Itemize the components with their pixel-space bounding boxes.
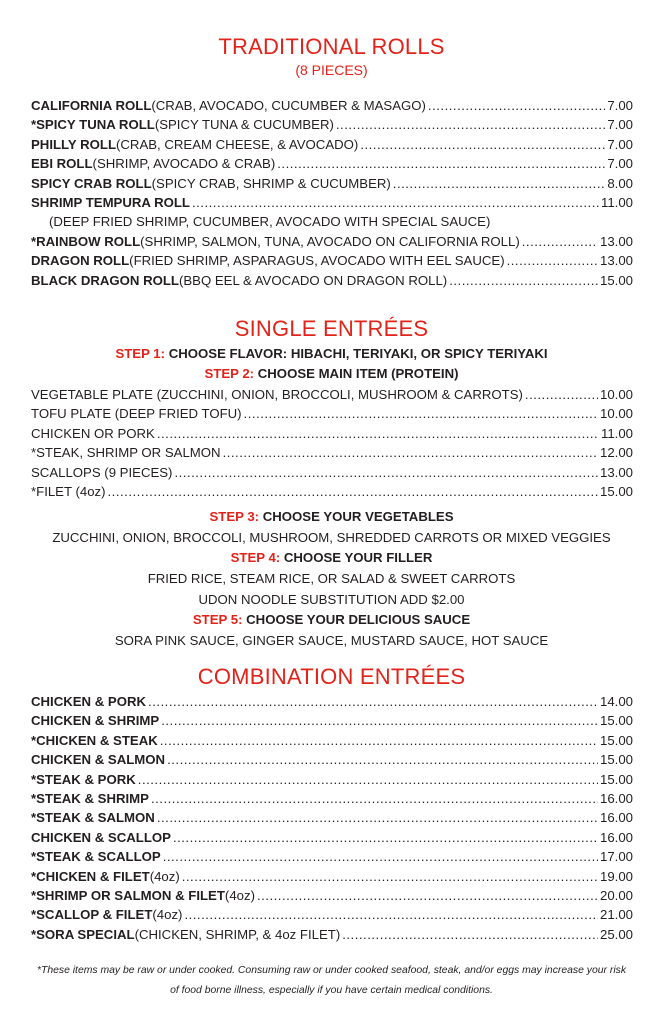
combo-item: *CHICKEN & FILET (4oz) ..... 19.00 [31,867,633,886]
single-entrees-header [0,316,663,342]
step-4-options: FRIED RICE, STEAM RICE, OR SALAD & SWEET CARROTS [147,571,516,586]
single-step-3: STEP 3: CHOOSE YOUR VEGETABLES [209,509,454,524]
footnote [20,961,643,1001]
traditional-rolls-subtitle: (8 PIECES) [295,62,368,78]
combo-item: *STEAK & SHRIMP ..... 16.00 [31,789,633,808]
menu-item-chicken-or-pork: CHICKEN OR PORK ..... 11.00 [31,424,633,443]
menu-item-vegetable-plate: VEGETABLE PLATE (ZUCCHINI, ONION, BROCCOLI, MUSHROOM & CARROTS) ..... 10.00 [31,385,633,404]
step-4-udon-note: UDON NOODLE SUBSTITUTION ADD $2.00 [198,592,465,607]
combo-item: CHICKEN & PORK ..... 14.00 [31,692,633,711]
footnote-line-1: *These items may be raw or under cooked. Consuming raw or under cooked seafood, steak, and/or eggs may increase your risk [36,965,627,976]
footnote-line-2: of food borne illness, especially if you have certain medical conditions. [170,985,493,996]
combo-item: CHICKEN & SCALLOP ..... 16.00 [31,828,633,847]
traditional-rolls-header [0,34,663,78]
combo-item: *SHRIMP OR SALMON & FILET (4oz) ..... 20.00 [31,886,633,905]
menu-item-philly-roll: PHILLY ROLL (CRAB, CREAM CHEESE, & AVOCADO) ..... 7.00 [31,135,633,154]
combination-entrees-header [0,664,663,690]
combination-entrees-list [31,692,633,944]
single-step-1: STEP 1: CHOOSE FLAVOR: HIBACHI, TERIYAKI, OR SPICY TERIYAKI [115,346,548,361]
menu-item-steak-shrimp-salmon: *STEAK, SHRIMP OR SALMON ..... 12.00 [31,443,633,462]
combo-item: *STEAK & PORK ..... 15.00 [31,770,633,789]
menu-item-dragon-roll: DRAGON ROLL (FRIED SHRIMP, ASPARAGUS, AVOCADO WITH EEL SAUCE) ..... 13.00 [31,251,633,270]
combo-item: *CHICKEN & STEAK ..... 15.00 [31,731,633,750]
single-step-4: STEP 4: CHOOSE YOUR FILLER [230,550,433,565]
single-step-5: STEP 5: CHOOSE YOUR DELICIOUS SAUCE [192,612,471,627]
menu-item-spicy-tuna-roll: *SPICY TUNA ROLL (SPICY TUNA & CUCUMBER) ..... 7.00 [31,115,633,134]
combination-entrees-title: COMBINATION ENTRÉES [197,664,466,689]
menu-item-shrimp-tempura-roll: SHRIMP TEMPURA ROLL ..... 11.00 [31,193,633,212]
step-5-options: SORA PINK SAUCE, GINGER SAUCE, MUSTARD SAUCE, HOT SAUCE [114,633,549,648]
menu-item-rainbow-roll: *RAINBOW ROLL (SHRIMP, SALMON, TUNA, AVOCADO ON CALIFORNIA ROLL) ..... 13.00 [31,232,633,251]
combo-item: *STEAK & SALMON ..... 16.00 [31,808,633,827]
menu-item-black-dragon-roll: BLACK DRAGON ROLL (BBQ EEL & AVOCADO ON DRAGON ROLL) ..... 15.00 [31,271,633,290]
combo-item: CHICKEN & SHRIMP ..... 15.00 [31,711,633,730]
shrimp-tempura-description: (DEEP FRIED SHRIMP, CUCUMBER, AVOCADO WITH SPECIAL SAUCE) [49,214,491,230]
menu-item-filet: *FILET (4oz) ..... 15.00 [31,482,633,501]
combo-item: CHICKEN & SALMON ..... 15.00 [31,750,633,769]
single-entrees-title: SINGLE ENTRÉES [234,316,429,341]
traditional-rolls-list [31,96,633,290]
single-step-2: STEP 2: CHOOSE MAIN ITEM (PROTEIN) [204,366,459,381]
menu-item-scallops: SCALLOPS (9 PIECES) ..... 13.00 [31,463,633,482]
menu-item-california-roll: CALIFORNIA ROLL (CRAB, AVOCADO, CUCUMBER & MASAGO) ..... 7.00 [31,96,633,115]
menu-item-spicy-crab-roll: SPICY CRAB ROLL (SPICY CRAB, SHRIMP & CUCUMBER) ..... 8.00 [31,174,633,193]
combo-item: *SORA SPECIAL (CHICKEN, SHRIMP, & 4oz FILET) ..... 25.00 [31,925,633,944]
menu-item-tofu-plate: TOFU PLATE (DEEP FRIED TOFU) ..... 10.00 [31,404,633,423]
single-entrees-list [31,385,633,501]
step-3-options: ZUCCHINI, ONION, BROCCOLI, MUSHROOM, SHREDDED CARROTS OR MIXED VEGGIES [52,530,611,545]
traditional-rolls-title: TRADITIONAL ROLLS [218,34,445,59]
combo-item: *STEAK & SCALLOP ..... 17.00 [31,847,633,866]
menu-item-ebi-roll: EBI ROLL (SHRIMP, AVOCADO & CRAB) ..... 7.00 [31,154,633,173]
combo-item: *SCALLOP & FILET (4oz) ..... 21.00 [31,905,633,924]
